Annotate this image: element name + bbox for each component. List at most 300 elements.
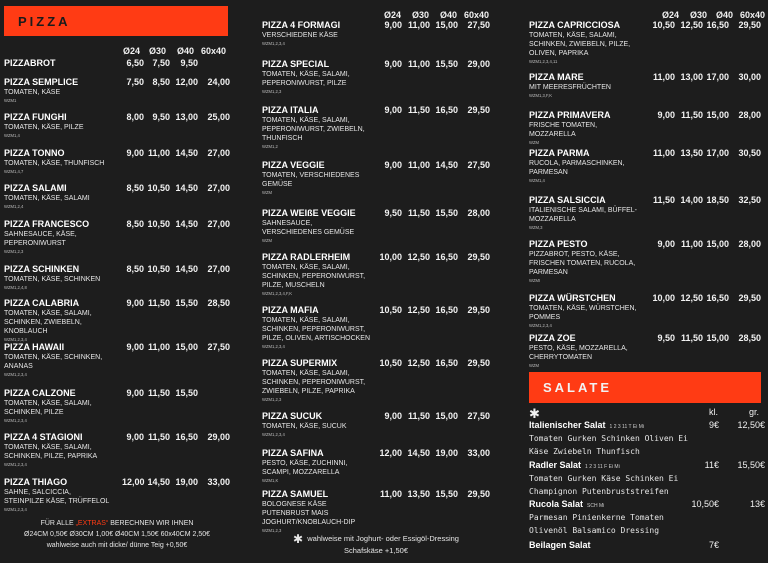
menu-item-description: TOMATEN, KÄSE, SALAMI, SCHINKEN, PILZE	[4, 400, 92, 416]
price: 11,00	[680, 239, 703, 249]
menu-item-prices	[122, 183, 230, 193]
size-label: Ø24	[383, 10, 401, 20]
allergen-codes: WZM1,2,3,4	[4, 507, 27, 512]
price: 10,50	[147, 264, 170, 274]
price: 9,00	[384, 59, 402, 69]
menu-item-prices	[651, 333, 761, 343]
price: 14,50	[435, 160, 458, 170]
price: 32,50	[738, 195, 761, 205]
price: 15,50	[435, 59, 458, 69]
price: 15,50	[175, 388, 198, 398]
allergen-codes: WZM	[529, 363, 539, 368]
menu-item-description: SAHNESAUCE, KÄSE, PEPERONIWURST	[4, 231, 77, 247]
price: 11,50	[407, 105, 430, 115]
menu-item-prices	[377, 20, 490, 30]
price: 9,00	[126, 432, 144, 442]
menu-item-description: TOMATEN, KÄSE, SUCUK	[262, 423, 347, 430]
allergen-codes: WZM1,2,3	[4, 249, 24, 254]
menu-item-name: PIZZA ITALIA	[262, 105, 319, 115]
salad-size-small: kl.	[709, 407, 718, 417]
salad-description: Tomaten Gurken Schinken Oliven Ei	[529, 434, 688, 443]
menu-item-name: PIZZA RADLERHEIM	[262, 252, 351, 262]
menu-item-description: TOMATEN, KÄSE, SALAMI	[4, 195, 90, 202]
allergen-codes: WZM1,2,3,4	[262, 344, 285, 349]
allergen-codes: WZM1	[4, 98, 17, 103]
price: 33,00	[207, 477, 230, 487]
menu-item-prices	[122, 112, 230, 122]
menu-item-description: PIZZABROT, PESTO, KÄSE, FRISCHEN TOMATEN, RUCOLA, PARMESAN	[529, 251, 636, 276]
price: 16,50	[435, 358, 458, 368]
allergen-codes: WZM	[529, 140, 539, 145]
price: 9,00	[657, 110, 675, 120]
menu-item-name: PIZZA MARE	[529, 72, 584, 82]
menu-item	[262, 305, 490, 349]
allergen-codes: WZM1,3,F,K	[529, 93, 553, 98]
extras-line-1: FÜR ALLE „EXTRAS“ BERECHNEN WIR IHNEN	[40, 520, 194, 527]
price: 27,00	[207, 148, 230, 158]
price: 11,00	[407, 59, 430, 69]
price: 15,00	[706, 110, 729, 120]
menu-item-name: PIZZA THIAGO	[4, 477, 68, 487]
menu-item-name: PIZZA PARMA	[529, 148, 590, 158]
price: 27,00	[207, 264, 230, 274]
menu-item-prices	[122, 148, 230, 158]
menu-item	[262, 252, 490, 296]
salad-size-large: gr.	[749, 407, 760, 417]
price: 27,00	[207, 183, 230, 193]
menu-item	[4, 388, 230, 423]
price: 11,00	[407, 160, 430, 170]
price: 11,50	[652, 195, 675, 205]
allergen-codes: WZM1,4	[4, 133, 20, 138]
menu-item-name: PIZZA VEGGIE	[262, 160, 325, 170]
allergen-codes: WZM1,2,3,4	[4, 418, 27, 423]
price: 29,50	[467, 305, 490, 315]
price: 9,00	[126, 298, 144, 308]
dressing-line-1: ✱ wahlweise mit Joghurt- oder Essigöl-Dressing	[293, 532, 459, 546]
menu-item-prices	[651, 72, 761, 82]
menu-item-description: TOMATEN, KÄSE, SCHINKEN, ANANAS	[4, 354, 103, 370]
size-label: 60x40	[739, 10, 765, 20]
menu-item	[529, 110, 761, 145]
salad-price-small: 9€	[708, 420, 719, 430]
price: 30,50	[738, 148, 761, 158]
menu-item-description: MIT MEERESFRÜCHTEN	[529, 84, 611, 91]
menu-item	[529, 293, 761, 328]
salad-name: Radler Salat	[529, 460, 582, 470]
price: 11,50	[147, 432, 170, 442]
price: 29,00	[207, 432, 230, 442]
price: 15,00	[435, 411, 458, 421]
menu-item-description: TOMATEN, KÄSE, SALAMI, SCHINKEN, ZWIEBELN, KNOBLAUCH	[4, 310, 92, 335]
menu-item-prices	[377, 489, 490, 499]
menu-item-name: PIZZA TONNO	[4, 148, 65, 158]
menu-item-prices	[651, 293, 761, 303]
price: 15,00	[706, 239, 729, 249]
menu-item	[262, 448, 490, 483]
price: 16,50	[435, 105, 458, 115]
menu-item-name: PIZZA SUCUK	[262, 411, 323, 421]
menu-item-name: PIZZA SUPERMIX	[262, 358, 338, 368]
menu-item	[262, 208, 490, 243]
menu-item-description: TOMATEN, KÄSE, SALAMI, SCHINKEN, PEPERONIWURST, ZWIEBELN, PILZE, PAPRIKA	[262, 370, 366, 395]
menu-item	[262, 411, 490, 437]
price: 14,00	[680, 195, 703, 205]
extras-line-2: Ø24CM 0,50€ Ø30CM 1,00€ Ø40CM 1,50€ 60x40CM 2,50€	[24, 531, 210, 538]
size-label: Ø40	[715, 10, 733, 20]
dressing-note	[262, 533, 490, 556]
price: 11,00	[407, 20, 430, 30]
menu-item	[529, 20, 761, 64]
menu-item	[4, 58, 230, 68]
allergen-codes: WZM1,2,3,4	[4, 462, 27, 467]
menu-item-name: PIZZABROT	[4, 58, 56, 68]
allergen-codes: WZM,3	[529, 225, 543, 230]
price: 28,50	[207, 298, 230, 308]
price: 10,50	[147, 183, 170, 193]
price: 9,50	[384, 208, 402, 218]
salad-description: Parmesan Pinienkerne Tomaten	[529, 513, 664, 522]
size-label: Ø30	[148, 46, 166, 56]
menu-item-name: PIZZA HAWAII	[4, 342, 65, 352]
price: 12,50	[680, 293, 703, 303]
price: 11,00	[652, 72, 675, 82]
extras-note	[4, 518, 230, 551]
price: 13,50	[407, 489, 430, 499]
allergen-codes: WZM1,2,3,4	[4, 337, 27, 342]
asterisk-icon: ✱	[529, 406, 540, 421]
salad-price-small: 7€	[708, 540, 719, 550]
salad-name: Beilagen Salat	[529, 540, 591, 550]
price: 16,50	[435, 305, 458, 315]
menu-item-name: PIZZA MAFIA	[262, 305, 319, 315]
menu-item-description: TOMATEN, KÄSE, WÜRSTCHEN, POMMES	[529, 305, 637, 321]
price: 33,00	[467, 448, 490, 458]
menu-item-prices	[122, 58, 230, 68]
price: 15,50	[435, 489, 458, 499]
menu-item	[529, 148, 761, 183]
size-header-col1	[118, 46, 226, 56]
menu-item	[262, 20, 490, 46]
price: 14,50	[175, 148, 198, 158]
allergen-codes: WZM1,2,3	[262, 89, 282, 94]
size-label: Ø30	[689, 10, 707, 20]
menu-item-description: RUCOLA, PARMASCHINKEN, PARMESAN	[529, 160, 625, 176]
price: 11,50	[680, 110, 703, 120]
price: 12,00	[175, 77, 198, 87]
menu-item	[262, 489, 490, 533]
menu-item-description: PESTO, KÄSE, ZUCHINNI, SCAMPI, MOZZARELLA	[262, 460, 348, 476]
allergen-codes: WZM1,2,3,4	[262, 432, 285, 437]
price: 11,00	[379, 489, 402, 499]
salate-banner	[529, 372, 761, 403]
menu-item	[4, 264, 230, 290]
allergen-codes: WZM1,4	[529, 178, 545, 183]
menu-item-prices	[377, 358, 490, 368]
pizza-banner-title: PIZZA	[18, 13, 71, 29]
allergen-codes: 1 2 3 11 F Ei Mi	[585, 464, 620, 470]
price: 15,00	[435, 20, 458, 30]
price: 30,00	[738, 72, 761, 82]
menu-item-description: ITALIENISCHE SALAMI, BÜFFEL-MOZZARELLA	[529, 207, 638, 223]
menu-item-prices	[122, 298, 230, 308]
size-label: Ø24	[661, 10, 679, 20]
price: 12,50	[407, 252, 430, 262]
price: 11,00	[147, 342, 170, 352]
price: 12,00	[379, 448, 402, 458]
menu-item	[4, 219, 230, 254]
allergen-codes: WZM1,2,3,4	[529, 323, 552, 328]
allergen-codes: WZM1,2,4	[4, 204, 24, 209]
size-header-col3	[655, 10, 765, 20]
price: 8,50	[152, 77, 170, 87]
asterisk-icon: ✱	[293, 532, 304, 546]
price: 9,00	[384, 411, 402, 421]
price: 17,00	[706, 72, 729, 82]
price: 12,50	[680, 20, 703, 30]
menu-item-name: PIZZA SEMPLICE	[4, 77, 79, 87]
menu-item-description: TOMATEN, KÄSE, THUNFISCH	[4, 160, 105, 167]
menu-item-name: PIZZA FRANCESCO	[4, 219, 90, 229]
salad-item	[529, 460, 765, 498]
menu-item-prices	[377, 59, 490, 69]
price: 27,50	[467, 20, 490, 30]
extras-line-3: wahlweise auch mit dicke/ dünne Teig +0,50€	[46, 542, 188, 549]
menu-item	[262, 105, 490, 149]
size-label: Ø24	[122, 46, 140, 56]
allergen-codes: WZM	[262, 190, 272, 195]
menu-item-name: PIZZA SPECIAL	[262, 59, 330, 69]
price: 10,50	[379, 358, 402, 368]
allergen-codes: WZMI	[529, 278, 541, 283]
menu-item	[4, 432, 230, 467]
dressing-line-2: Schafskäse +1,50€	[343, 546, 408, 555]
menu-item-prices	[122, 432, 230, 442]
menu-item	[262, 59, 490, 94]
menu-item-description: TOMATEN, KÄSE, SALAMI, PEPERONIWURST, ZWIEBELN, THUNFISCH	[262, 117, 365, 142]
price: 10,00	[379, 252, 402, 262]
menu-item-description: TOMATEN, KÄSE, SALAMI, SCHINKEN, PILZE, PAPRIKA	[4, 444, 98, 460]
menu-item-prices	[377, 411, 490, 421]
menu-item-prices	[651, 20, 761, 30]
allergen-codes: WZM1,2,3,4	[262, 41, 285, 46]
salad-name: Italienischer Salat	[529, 420, 606, 430]
menu-item-name: PIZZA WÜRSTCHEN	[529, 293, 616, 303]
price: 19,00	[175, 477, 198, 487]
price: 9,00	[126, 148, 144, 158]
price: 9,00	[384, 20, 402, 30]
price: 29,50	[738, 20, 761, 30]
price: 14,50	[407, 448, 430, 458]
price: 9,00	[126, 388, 144, 398]
salad-item	[529, 420, 765, 458]
size-label: 60x40	[200, 46, 226, 56]
menu-item-description: BOLOGNESE KÄSE PUTENBRUST MAIS JOGHURT/KNOBLAUCH-DIP	[262, 501, 356, 526]
price: 9,50	[657, 333, 675, 343]
price: 28,00	[467, 208, 490, 218]
price: 27,00	[207, 219, 230, 229]
price: 6,50	[126, 58, 144, 68]
price: 14,50	[175, 264, 198, 274]
menu-item-prices	[122, 477, 230, 487]
menu-item-name: PIZZA ZOE	[529, 333, 576, 343]
menu-item-name: PIZZA FUNGHI	[4, 112, 67, 122]
price: 11,50	[680, 333, 703, 343]
price: 13,00	[680, 72, 703, 82]
price: 28,00	[738, 239, 761, 249]
price: 27,50	[467, 411, 490, 421]
price	[198, 388, 230, 398]
menu-item	[262, 358, 490, 402]
menu-item	[529, 72, 761, 98]
menu-item-name: PIZZA WEIßE VEGGIE	[262, 208, 356, 218]
price: 15,00	[706, 333, 729, 343]
salad-item	[529, 499, 765, 537]
salad-price-small: 11€	[704, 460, 719, 470]
menu-item-description: TOMATEN, KÄSE	[4, 89, 61, 96]
menu-item-description: TOMATEN, KÄSE, SALAMI, PEPERONIWURST, PILZE	[262, 71, 350, 87]
allergen-codes: WZM1,2,3,4	[4, 372, 27, 377]
menu-item-name: PIZZA SALSICCIA	[529, 195, 606, 205]
price: 16,50	[435, 252, 458, 262]
price	[198, 58, 230, 68]
price: 27,50	[207, 342, 230, 352]
price: 11,50	[147, 298, 170, 308]
menu-item-description: TOMATEN, KÄSE, SCHINKEN	[4, 276, 101, 283]
menu-item	[529, 333, 761, 368]
salate-banner-title: SALATE	[543, 380, 613, 395]
menu-item-name: PIZZA CALZONE	[4, 388, 76, 398]
allergen-codes: WZM1,4,7	[4, 169, 24, 174]
allergen-codes: WZM1,2,3,4,F,K	[262, 291, 293, 296]
menu-item	[529, 195, 761, 230]
price: 24,00	[207, 77, 230, 87]
menu-item-prices	[651, 148, 761, 158]
salad-description: Olivenöl Balsamico Dressing	[529, 526, 660, 535]
menu-item	[4, 148, 230, 174]
menu-item-name: PIZZA SCHINKEN	[4, 264, 80, 274]
menu-item-prices	[651, 110, 761, 120]
price: 18,50	[706, 195, 729, 205]
menu-item-prices	[377, 208, 490, 218]
price: 28,00	[738, 110, 761, 120]
price: 10,50	[652, 20, 675, 30]
price: 15,00	[175, 342, 198, 352]
price: 27,50	[467, 160, 490, 170]
menu-item	[4, 183, 230, 209]
allergen-codes: WZM1,K	[262, 478, 279, 483]
price: 8,50	[126, 264, 144, 274]
menu-item-name: PIZZA SALAMI	[4, 183, 67, 193]
price: 28,50	[738, 333, 761, 343]
menu-item-prices	[122, 77, 230, 87]
allergen-codes: WZM1,2,3,4,11	[529, 59, 558, 64]
menu-item-name: PIZZA PRIMAVERA	[529, 110, 611, 120]
price: 9,00	[384, 105, 402, 115]
allergen-codes: SCH Mi	[587, 503, 605, 509]
menu-item-prices	[122, 388, 230, 398]
menu-item-prices	[122, 264, 230, 274]
menu-item-prices	[377, 105, 490, 115]
price: 29,50	[467, 489, 490, 499]
menu-item-description: FRISCHE TOMATEN, MOZZARELLA	[529, 122, 598, 138]
price: 29,50	[467, 252, 490, 262]
price: 8,50	[126, 183, 144, 193]
size-label: Ø30	[411, 10, 429, 20]
price: 10,00	[652, 293, 675, 303]
price: 7,50	[126, 77, 144, 87]
size-label: Ø40	[176, 46, 194, 56]
price: 15,50	[435, 208, 458, 218]
price: 10,50	[379, 305, 402, 315]
menu-item-description: VERSCHIEDENE KÄSE	[262, 32, 338, 39]
price: 9,00	[126, 342, 144, 352]
price: 14,50	[147, 477, 170, 487]
salad-name: Rucola Salat	[529, 499, 584, 509]
allergen-codes: WZM1,2	[262, 144, 278, 149]
menu-item-name: PIZZA SAMUEL	[262, 489, 329, 499]
size-header-col2	[376, 10, 489, 20]
price: 14,50	[175, 219, 198, 229]
menu-item	[4, 477, 230, 512]
size-label: 60x40	[463, 10, 489, 20]
menu-item-name: PIZZA PESTO	[529, 239, 588, 249]
price: 10,50	[147, 219, 170, 229]
price: 9,00	[384, 160, 402, 170]
price: 9,50	[152, 112, 170, 122]
menu-item	[4, 342, 230, 377]
price: 16,50	[706, 20, 729, 30]
price: 13,00	[175, 112, 198, 122]
price: 11,50	[147, 388, 170, 398]
price: 11,00	[652, 148, 675, 158]
menu-item-name: PIZZA 4 FORMAGI	[262, 20, 341, 30]
price: 16,50	[706, 293, 729, 303]
price: 29,50	[467, 358, 490, 368]
menu-item	[4, 112, 230, 138]
menu-item-description: TOMATEN, KÄSE, PILZE	[4, 124, 84, 131]
menu-item-prices	[377, 252, 490, 262]
menu-item-prices	[377, 160, 490, 170]
price: 9,00	[657, 239, 675, 249]
menu-item-prices	[122, 219, 230, 229]
menu-item-description: TOMATEN, VERSCHIEDENES GEMÜSE	[262, 172, 360, 188]
price: 12,50	[407, 305, 430, 315]
salad-price-large: 15,50€	[737, 460, 765, 470]
menu-item	[529, 239, 761, 283]
menu-item-prices	[377, 305, 490, 315]
price: 16,50	[175, 432, 198, 442]
salad-item	[529, 540, 765, 550]
menu-item-name: PIZZA 4 STAGIONI	[4, 432, 83, 442]
price: 14,50	[175, 183, 198, 193]
menu-item-prices	[377, 448, 490, 458]
menu-item-description: TOMATEN, KÄSE, SALAMI, SCHINKEN, PEPERONIWURST, PILZE, OLIVEN, ARTISCHOCKEN	[262, 317, 371, 342]
salad-price-small: 10,50€	[691, 499, 719, 509]
menu-item	[4, 77, 230, 103]
salad-price-large: 13€	[749, 499, 765, 509]
price: 11,50	[407, 208, 430, 218]
price: 12,00	[122, 477, 145, 487]
menu-item	[262, 160, 490, 195]
price: 29,00	[467, 59, 490, 69]
price: 29,50	[467, 105, 490, 115]
price: 11,50	[407, 411, 430, 421]
menu-item-prices	[651, 195, 761, 205]
price: 15,50	[175, 298, 198, 308]
salad-price-large: 12,50€	[737, 420, 765, 430]
salad-description: Tomaten Gurken Käse Schinken Ei	[529, 474, 679, 483]
